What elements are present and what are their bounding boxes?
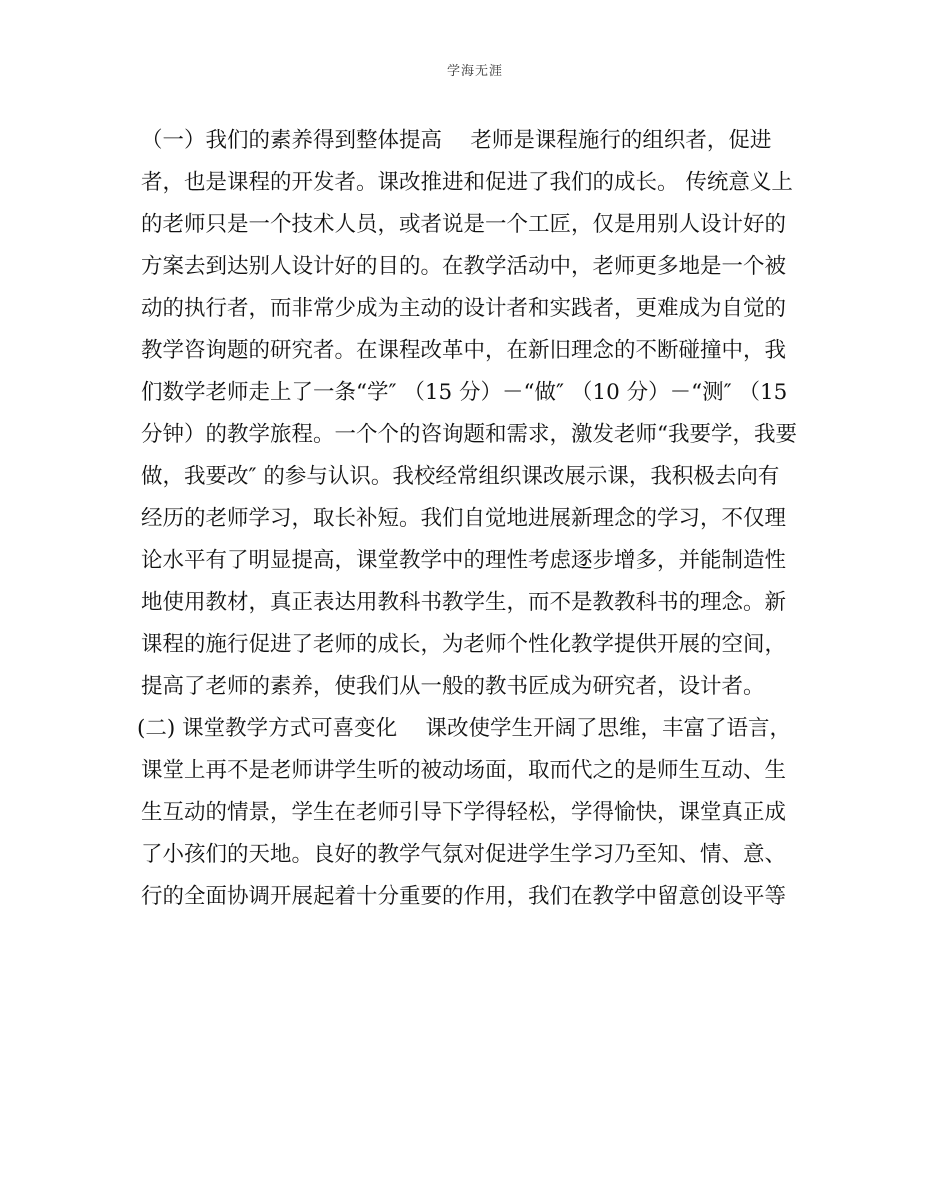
text-line: 方案去到达别人设计好的目的。在教学活动中，老师更多地是一个被 <box>141 254 787 279</box>
text-line: 者，也是课程的开发者。课改推进和促进了我们的成长。 传统意义上 <box>141 170 793 195</box>
text-line: 提高了老师的素养，使我们从一般的教书匠成为研究者，设计者。 <box>141 674 765 699</box>
text-line: 论水平有了明显提高，课堂教学中的理性考虑逐步增多，并能制造性 <box>141 548 787 573</box>
text-line-section-one-heading: （一）我们的素养得到整体提高 老师是课程施行的组织者，促进 <box>141 128 772 153</box>
text-line: 课堂上再不是老师讲学生听的被动场面，取而代之的是师生互动、生 <box>141 758 787 783</box>
text-line: 分钟）的教学旅程。一个个的咨询题和需求，激发老师“我要学，我要 <box>141 422 797 447</box>
text-line: 行的全面协调开展起着十分重要的作用，我们在教学中留意创设平等 <box>141 884 787 909</box>
text-line: 生互动的情景，学生在老师引导下学得轻松，学得愉快，课堂真正成 <box>141 800 787 825</box>
text-line: 的老师只是一个技术人员，或者说是一个工匠，仅是用别人设计好的 <box>141 212 787 237</box>
document-body <box>137 120 821 918</box>
text-line: 动的执行者，而非常少成为主动的设计者和实践者，更难成为自觉的 <box>141 296 787 321</box>
text-line: 教学咨询题的研究者。在课程改革中，在新旧理念的不断碰撞中，我 <box>141 338 787 363</box>
page-header: 学海无涯 <box>446 64 503 79</box>
text-line: 地使用教材，真正表达用教科书教学生，而不是教教科书的理念。新 <box>141 590 787 615</box>
text-line: 们数学老师走上了一条“学″ （15 分）－“做″ （10 分）－“测″ （15 <box>141 380 788 405</box>
text-line: 了小孩们的天地。良好的教学气氛对促进学生学习乃至知、情、意、 <box>141 842 787 867</box>
text-line: 经历的老师学习，取长补短。我们自觉地进展新理念的学习，不仅理 <box>141 506 787 531</box>
text-line: 做，我要改″ 的参与认识。我校经常组织课改展示课，我积极去向有 <box>141 464 780 489</box>
text-line: 课程的施行促进了老师的成长，为老师个性化教学提供开展的空间， <box>141 632 787 657</box>
text-line-section-two-heading: (二) 课堂教学方式可喜变化 课改使学生开阔了思维，丰富了语言， <box>137 716 791 741</box>
